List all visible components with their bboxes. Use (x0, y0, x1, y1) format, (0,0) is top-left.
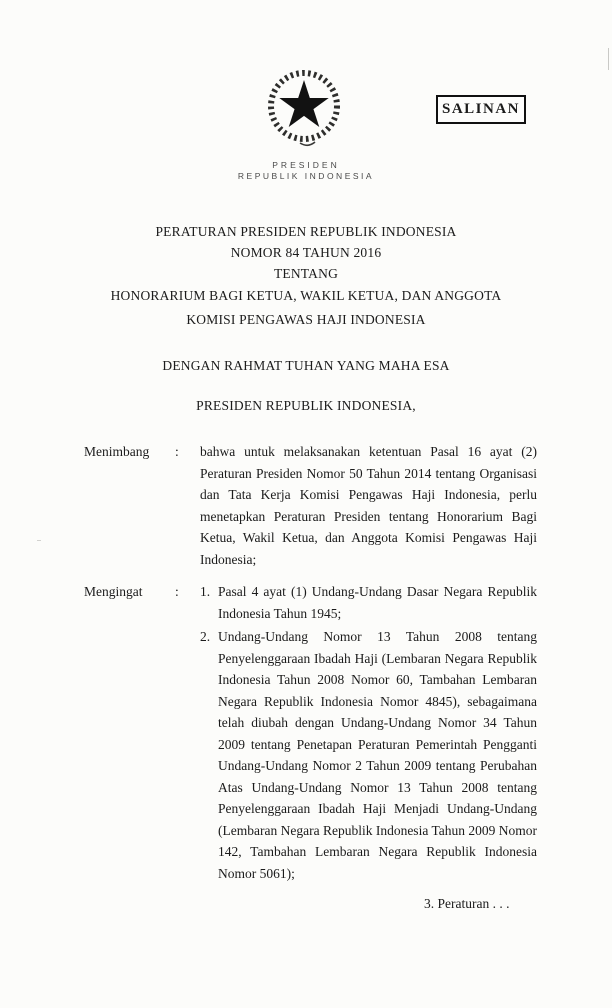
doc-subject-line-1: HONORARIUM BAGI KETUA, WAKIL KETUA, DAN ANGGOTA (110, 288, 502, 303)
doc-type-title: PERATURAN PRESIDEN REPUBLIK INDONESIA (155, 224, 457, 239)
salinan-stamp (436, 95, 526, 124)
presidential-seal-icon (262, 64, 346, 148)
legal-basis-item (200, 581, 537, 624)
menimbang-text: bahwa untuk melaksanakan ketentuan Pasal 16 ayat (2) Peraturan Presiden Nomor 50 Tahun 2014 tentang Organisasi dan Tata Kerja Komisi Pengawas Haji Indonesia, perlu menetapkan Peraturan Presiden tentang Honorarium Bagi Ketua, Wakil Ketua, dan Anggota Komisi Pengawas Haji Indonesia; (200, 444, 537, 567)
legal-basis-item-number: 1. (200, 584, 211, 599)
mengingat-list (200, 581, 537, 886)
mengingat-colon: : (175, 584, 179, 599)
tentang-label: TENTANG (273, 266, 339, 281)
letterhead-presiden: PRESIDEN (272, 160, 340, 170)
salinan-label: SALINAN (441, 101, 520, 117)
scan-artifact (608, 48, 609, 70)
preamble-issuer: PRESIDEN REPUBLIK INDONESIA, (196, 398, 416, 413)
menimbang-section (84, 441, 537, 570)
mengingat-label: Mengingat (84, 584, 143, 599)
document-body (84, 441, 537, 897)
menimbang-label: Menimbang (84, 444, 150, 459)
doc-number: NOMOR 84 TAHUN 2016 (230, 245, 382, 260)
catchword: 3. Peraturan . . . (424, 896, 510, 911)
mengingat-section (84, 581, 537, 886)
letterhead (0, 160, 612, 182)
legal-basis-item-text: Undang-Undang Nomor 13 Tahun 2008 tentang Penyelenggaraan Ibadah Haji (Lembaran Negara Republik Indonesia Tahun 2008 Nomor 60, Tambahan Lembaran Negara Republik Indonesia Nomor 4845), sebagaimana telah diubah dengan Undang-Undang Nomor 34 Tahun 2009 tentang Penetapan Peraturan Pemerintah Pengganti Undang-Undang Nomor 2 Tahun 2009 tentang Perubahan Atas Undang-Undang Nomor 13 Tahun 2008 tentang Penyelenggaraan Ibadah Haji Menjadi Undang-Undang (Lembaran Negara Republik Indonesia Tahun 2009 Nomor 142, Tambahan Lembaran Negara Republik Indonesia Nomor 5061); (218, 629, 537, 881)
scan-artifact (37, 540, 41, 541)
menimbang-colon: : (175, 444, 179, 459)
title-block (0, 221, 612, 416)
legal-basis-item-text: Pasal 4 ayat (1) Undang-Undang Dasar Negara Republik Indonesia Tahun 1945; (218, 584, 537, 621)
legal-basis-item (200, 626, 537, 884)
letterhead-republik-indonesia: REPUBLIK INDONESIA (237, 171, 375, 181)
preamble-grace: DENGAN RAHMAT TUHAN YANG MAHA ESA (162, 358, 450, 373)
doc-subject-line-2: KOMISI PENGAWAS HAJI INDONESIA (186, 312, 426, 327)
legal-basis-item-number: 2. (200, 629, 211, 644)
